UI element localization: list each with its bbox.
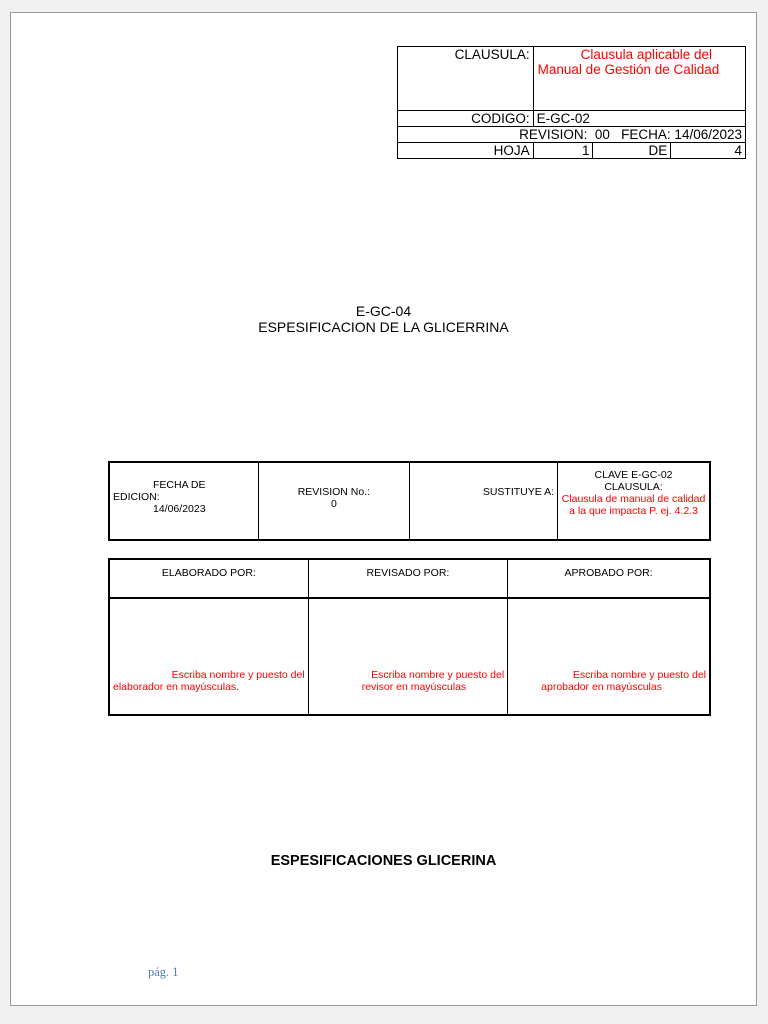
header-box xyxy=(397,46,746,159)
clausula-label: CLAUSULA: xyxy=(398,47,534,111)
hoja-label: HOJA xyxy=(398,143,534,159)
fecha-label-line1: FECHA DE xyxy=(153,479,206,491)
aprobado-note-line1: Escriba nombre y puesto del xyxy=(572,669,706,681)
document-title: ESPESIFICACION DE LA GLICERRINA xyxy=(258,319,509,335)
revision-cell xyxy=(259,462,409,540)
fecha-value: 14/06/2023 xyxy=(153,503,206,515)
clave-clausula-label: CLAUSULA: xyxy=(604,481,663,493)
page-number: pág. 1 xyxy=(148,965,179,979)
clave-cell xyxy=(558,462,710,540)
fecha-cell xyxy=(109,462,259,540)
aprobado-note-line2: aprobador en mayúsculas xyxy=(541,681,662,693)
revision-value: 0 xyxy=(330,498,337,510)
revision-fecha: REVISION: 00 FECHA: 14/06/2023 xyxy=(398,127,746,143)
clausula-note: Clausula de manual de calidad a la que impacta P. ej. 4.2.3 xyxy=(561,493,706,517)
section-heading: ESPESIFICACIONES GLICERINA xyxy=(270,853,497,869)
fecha-label-line2: EDICION: xyxy=(113,491,160,503)
revisado-note-line2: revisor en mayúsculas xyxy=(361,681,467,693)
info-table xyxy=(108,461,711,541)
elaborado-label: ELABORADO POR: xyxy=(109,559,308,598)
elaborado-note-line1: Escriba nombre y puesto del xyxy=(171,669,305,681)
elaborado-note-line2: elaborador en mayúsculas. xyxy=(113,681,240,693)
hoja-value: 1 xyxy=(533,143,593,159)
document-page xyxy=(10,12,757,1006)
de-value: 4 xyxy=(671,143,746,159)
codigo-value: E-GC-02 xyxy=(533,111,745,127)
clausula-value: Clausula aplicable del Manual de Gestión de Calidad xyxy=(533,47,745,111)
signatures-table xyxy=(108,558,711,716)
revisado-label: REVISADO POR: xyxy=(308,559,507,598)
revision-label: REVISION No.: xyxy=(297,486,371,498)
elaborado-signature-cell xyxy=(109,598,308,715)
aprobado-signature-cell xyxy=(508,598,710,715)
sustituye-cell xyxy=(409,462,557,540)
aprobado-label: APROBADO POR: xyxy=(508,559,710,598)
sustituye-label: SUSTITUYE A: xyxy=(482,486,555,498)
de-label: DE xyxy=(593,143,671,159)
document-code: E-GC-04 xyxy=(355,303,412,319)
revisado-signature-cell xyxy=(308,598,507,715)
clave-label: CLAVE E-GC-02 xyxy=(594,469,673,481)
codigo-label: CODIGO: xyxy=(398,111,534,127)
revisado-note-line1: Escriba nombre y puesto del xyxy=(371,669,505,681)
